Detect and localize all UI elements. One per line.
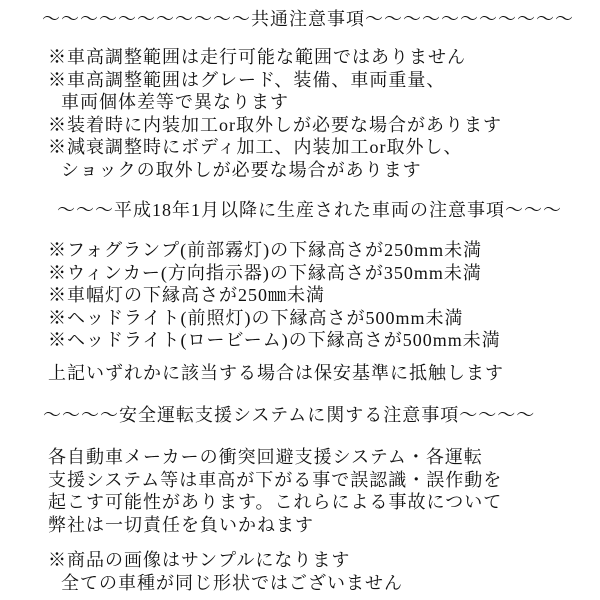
notice-line: 各自動車メーカーの衝突回避支援システム・各運転 — [48, 447, 483, 467]
notice-line: ※車幅灯の下縁高さが250㎜未満 — [48, 285, 325, 305]
para-driver-assist-warning — [48, 446, 502, 536]
header-post-h18-vehicles: ～～～平成18年1月以降に生産された車両の注意事項～～～ — [57, 200, 562, 220]
para-lamp-height-rules — [48, 239, 501, 352]
notice-line: 支援システム等は車高が下がる事で誤認識・誤作動を — [48, 469, 503, 490]
notice-line: ※装着時に内装加工or取外しが必要な場合があります — [48, 114, 502, 135]
notice-line: ※車高調整範囲はグレード、装備、車両重量、 — [48, 69, 446, 90]
para-safety-standard-warning — [48, 362, 504, 385]
notice-line: 全ての車種が同じ形状ではございません — [61, 572, 403, 593]
para-height-adjustment-notes — [48, 46, 502, 181]
notice-line: 上記いずれかに該当する場合は保安基準に抵触します — [48, 363, 504, 383]
header-safety-support-systems: ～～～～安全運転支援システムに関する注意事項～～～～ — [43, 405, 536, 425]
header-common-notes: ～～～～～～～～～～～共通注意事項～～～～～～～～～～～ — [42, 9, 574, 29]
notice-line: ※商品の画像はサンプルになります — [48, 550, 351, 570]
notice-line: ※ヘッドライト(前照灯)の下縁高さが500mm未満 — [48, 307, 464, 328]
notice-line: 車両個体差等で異なります — [61, 92, 289, 112]
notice-line: 弊社は一切責任を負いかねます — [48, 514, 314, 535]
notice-line: ※ヘッドライト(ロービーム)の下縁高さが500mm未満 — [48, 330, 501, 350]
para-sample-image-note — [48, 549, 403, 594]
notice-line: ショックの取外しが必要な場合があります — [61, 159, 422, 180]
notice-line: ※ウィンカー(方向指示器)の下縁高さが350mm未満 — [48, 262, 482, 283]
notice-line: ※フォグランプ(前部霧灯)の下縁高さが250mm未満 — [48, 240, 483, 260]
notice-line: 起こす可能性があります。これらによる事故について — [48, 492, 503, 512]
notice-line: ※減衰調整時にボディ加工、内装加工or取外し、 — [48, 137, 463, 157]
notice-line: ※車高調整範囲は走行可能な範囲ではありません — [48, 47, 466, 67]
